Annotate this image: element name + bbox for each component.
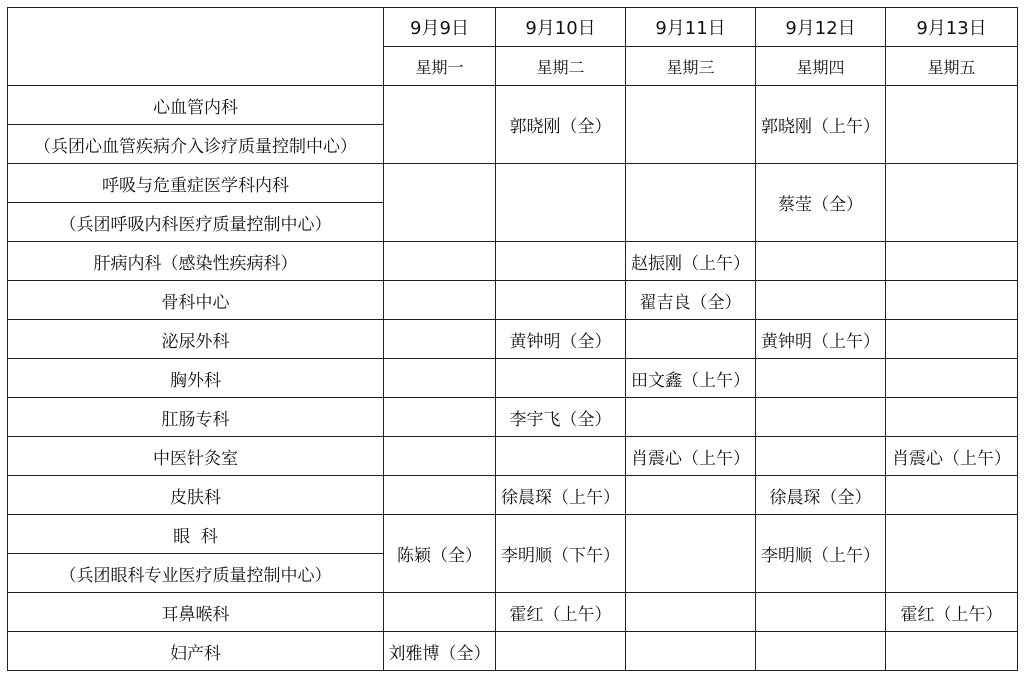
schedule-cell (886, 632, 1018, 671)
table-row (8, 164, 1018, 203)
schedule-cell (496, 437, 626, 476)
schedule-cell (886, 515, 1018, 593)
schedule-cell: 田文鑫（上午） (626, 359, 756, 398)
schedule-cell (384, 593, 496, 632)
schedule-cell: 陈颖（全） (384, 515, 496, 593)
schedule-cell (384, 398, 496, 437)
schedule-cell (626, 632, 756, 671)
department-name: 中医针灸室 (8, 437, 384, 476)
schedule-cell: 郭晓刚（全） (496, 86, 626, 164)
weekday-header: 星期一 (384, 47, 496, 86)
schedule-cell (626, 86, 756, 164)
schedule-cell: 霍红（上午） (886, 593, 1018, 632)
corner-cell (8, 8, 384, 86)
department-subtitle: （兵团心血管疾病介入诊疗质量控制中心） (8, 125, 384, 164)
schedule-cell: 徐晨琛（上午） (496, 476, 626, 515)
schedule-cell (886, 242, 1018, 281)
schedule-cell (626, 476, 756, 515)
schedule-cell: 肖震心（上午） (626, 437, 756, 476)
schedule-cell (626, 320, 756, 359)
schedule-cell: 霍红（上午） (496, 593, 626, 632)
department-subtitle: （兵团呼吸内科医疗质量控制中心） (8, 203, 384, 242)
department-name: 皮肤科 (8, 476, 384, 515)
schedule-cell (886, 476, 1018, 515)
schedule-cell (756, 632, 886, 671)
table-row (8, 359, 1018, 398)
department-name: 泌尿外科 (8, 320, 384, 359)
table-row (8, 242, 1018, 281)
schedule-cell (886, 320, 1018, 359)
table-row (8, 515, 1018, 554)
table-row (8, 86, 1018, 125)
schedule-cell (756, 359, 886, 398)
department-name: 胸外科 (8, 359, 384, 398)
department-name: 眼 科 (8, 515, 384, 554)
schedule-cell: 黄钟明（全） (496, 320, 626, 359)
date-header: 9月10日 (496, 8, 626, 47)
date-header: 9月11日 (626, 8, 756, 47)
schedule-cell (626, 515, 756, 593)
date-header: 9月12日 (756, 8, 886, 47)
schedule-cell (756, 281, 886, 320)
schedule-cell (756, 242, 886, 281)
department-name: 心血管内科 (8, 86, 384, 125)
department-name: 肝病内科（感染性疾病科） (8, 242, 384, 281)
schedule-cell (496, 359, 626, 398)
schedule-cell: 肖震心（上午） (886, 437, 1018, 476)
schedule-cell (384, 281, 496, 320)
schedule-cell: 郭晓刚（上午） (756, 86, 886, 164)
weekday-header: 星期二 (496, 47, 626, 86)
table-row (8, 281, 1018, 320)
schedule-table (7, 7, 1018, 671)
schedule-cell: 李明顺（下午） (496, 515, 626, 593)
schedule-cell (886, 359, 1018, 398)
department-name: 耳鼻喉科 (8, 593, 384, 632)
schedule-cell (384, 359, 496, 398)
table-row (8, 398, 1018, 437)
schedule-cell (496, 164, 626, 242)
date-header: 9月9日 (384, 8, 496, 47)
table-row (8, 593, 1018, 632)
schedule-cell: 赵振刚（上午） (626, 242, 756, 281)
weekday-header: 星期三 (626, 47, 756, 86)
schedule-cell (384, 242, 496, 281)
schedule-cell (756, 593, 886, 632)
date-header-row (8, 8, 1018, 47)
schedule-cell: 李宇飞（全） (496, 398, 626, 437)
schedule-cell: 蔡莹（全） (756, 164, 886, 242)
schedule-cell (756, 437, 886, 476)
department-name: 肛肠专科 (8, 398, 384, 437)
table-row (8, 476, 1018, 515)
date-header: 9月13日 (886, 8, 1018, 47)
table-row (8, 320, 1018, 359)
schedule-cell (384, 437, 496, 476)
schedule-cell (384, 164, 496, 242)
schedule-cell (384, 476, 496, 515)
schedule-cell: 徐晨琛（全） (756, 476, 886, 515)
schedule-cell (384, 86, 496, 164)
schedule-cell: 刘雅博（全） (384, 632, 496, 671)
schedule-cell (886, 281, 1018, 320)
weekday-header: 星期五 (886, 47, 1018, 86)
schedule-cell: 翟吉良（全） (626, 281, 756, 320)
schedule-cell (756, 398, 886, 437)
schedule-cell (886, 164, 1018, 242)
schedule-cell (496, 632, 626, 671)
schedule-cell: 黄钟明（上午） (756, 320, 886, 359)
schedule-cell (384, 320, 496, 359)
schedule-cell (886, 86, 1018, 164)
schedule-cell (626, 164, 756, 242)
schedule-cell: 李明顺（上午） (756, 515, 886, 593)
schedule-cell (886, 398, 1018, 437)
table-row (8, 437, 1018, 476)
schedule-cell (626, 593, 756, 632)
schedule-cell (496, 242, 626, 281)
weekday-header: 星期四 (756, 47, 886, 86)
table-row (8, 632, 1018, 671)
department-name: 呼吸与危重症医学科内科 (8, 164, 384, 203)
schedule-cell (626, 398, 756, 437)
department-name: 妇产科 (8, 632, 384, 671)
schedule-cell (496, 281, 626, 320)
department-subtitle: （兵团眼科专业医疗质量控制中心） (8, 554, 384, 593)
department-name: 骨科中心 (8, 281, 384, 320)
